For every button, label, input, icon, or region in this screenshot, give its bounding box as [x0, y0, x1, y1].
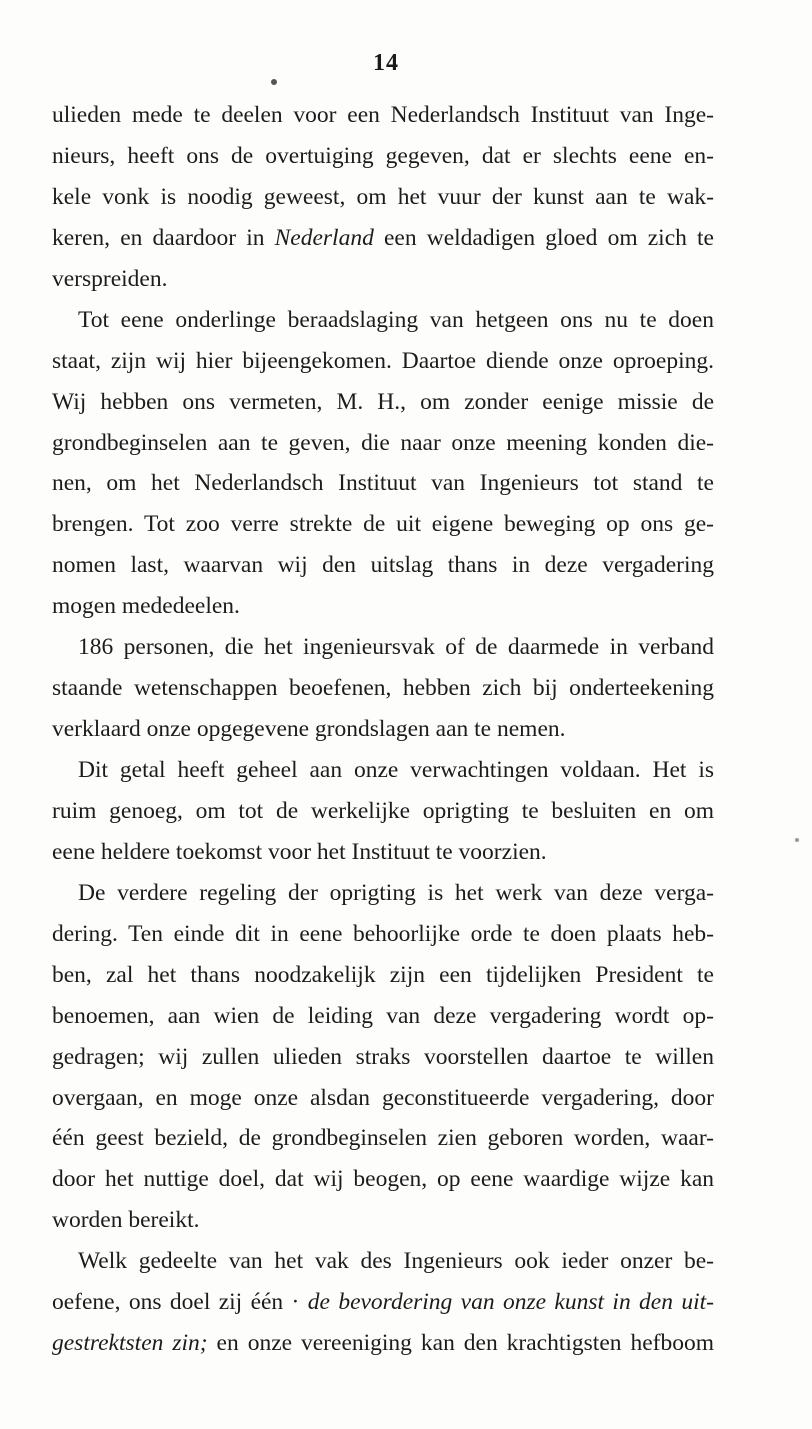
text-line: staande wetenschappen beoefenen, hebben zich bij onderteekening [52, 675, 714, 702]
text-line: dering. Ten einde dit in eene behoorlijke orde te doen plaats heb- [52, 920, 714, 947]
text-line: mogen mededeelen. [52, 593, 240, 620]
text-line: door het nuttige doel, dat wij beogen, op eene waardige wijze kan [52, 1166, 714, 1193]
text-line: nen, om het Nederlandsch Instituut van Ingenieurs tot stand te [52, 470, 714, 497]
text-line: ruim genoeg, om tot de werkelijke oprigting te besluiten en om [52, 797, 714, 824]
text-line: Tot eene onderlinge beraadslaging van hetgeen ons nu te doen [78, 306, 714, 333]
emphasis: Nederland [274, 224, 374, 251]
text-line: eene heldere toekomst voor het Instituut te voorzien. [52, 838, 547, 865]
text-line: Welk gedeelte van het vak des Ingenieurs ook ieder onzer be- [78, 1248, 714, 1275]
page-number: 14 [373, 50, 399, 76]
text-run: en onze vereeniging kan den krachtigsten hefboom [207, 1330, 715, 1357]
text-run: keren, en daardoor in [52, 224, 275, 251]
ink-speck [271, 79, 277, 85]
text-line: Dit getal heeft geheel aan onze verwachtingen voldaan. Het is [78, 757, 714, 783]
text-line: ulieden mede te deelen voor een Nederlandsch Instituut van Inge- [52, 102, 714, 128]
emphasis: de bevordering van onze kunst in den uit- [307, 1289, 714, 1316]
text-line: grondbeginselen aan te geven, die naar onze meening konden die- [52, 429, 714, 456]
text-line: verspreiden. [52, 265, 168, 292]
text-line: overgaan, en moge onze alsdan geconstitueerde vergadering, door [52, 1084, 714, 1111]
text-line [52, 1323, 714, 1364]
text-line: nomen last, waarvan wij den uitslag thans in deze vergadering [52, 552, 714, 579]
text-line: staat, zijn wij hier bijeengekomen. Daartoe diende onze oproeping. [52, 347, 714, 374]
text-line: brengen. Tot zoo verre strekte de uit eigene beweging op ons ge- [52, 511, 714, 538]
text-line: Wij hebben ons vermeten, M. H., om zonder eenige missie de [52, 388, 714, 415]
text-line: De verdere regeling der oprigting is het werk van deze verga- [78, 879, 714, 906]
text-line: worden bereikt. [52, 1207, 200, 1234]
text-line: nieurs, heeft ons de overtuiging gegeven, dat er slechts eene en- [52, 142, 714, 169]
text-line: ben, zal het thans noodzakelijk zijn een tijdelijken President te [52, 961, 714, 988]
text-line: één geest bezield, de grondbeginselen zien geboren worden, waar- [52, 1125, 714, 1152]
text-run: oefene, ons doel zij één · [52, 1289, 308, 1316]
text-line: verklaard onze opgegevene grondslagen aan te nemen. [52, 716, 566, 743]
emphasis: gestrektsten zin; [52, 1330, 208, 1357]
text-line [52, 218, 714, 259]
text-line: gedragen; wij zullen ulieden straks voorstellen daartoe te willen [52, 1043, 714, 1070]
text-line: 186 personen, die het ingenieursvak of de daarmede in verband [78, 634, 714, 661]
text-line: kele vonk is noodig geweest, om het vuur der kunst aan te wak- [52, 183, 714, 210]
text-run: een weldadigen gloed om zich te [373, 224, 714, 251]
text-line: benoemen, aan wien de leiding van deze vergadering wordt op- [52, 1002, 714, 1029]
ink-speck [795, 838, 799, 842]
text-line [52, 1282, 714, 1323]
body-text [52, 95, 714, 1364]
